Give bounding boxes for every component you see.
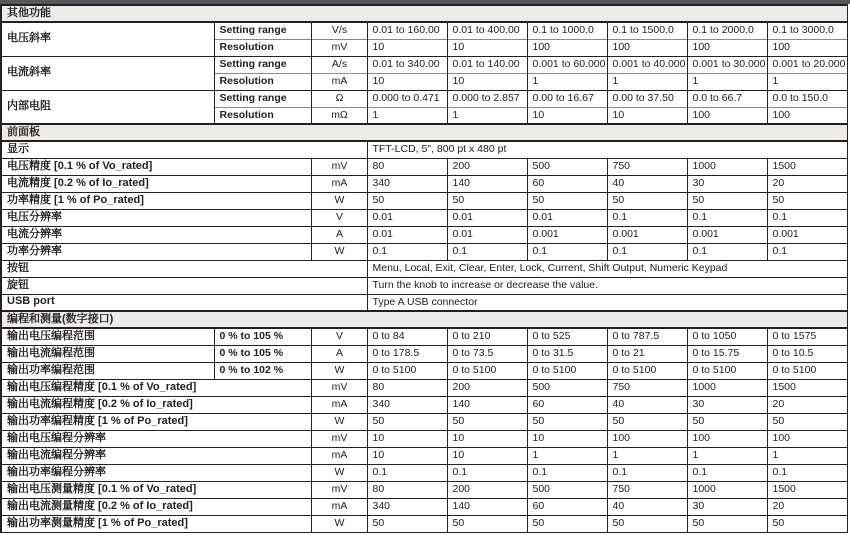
spec-value: 500 bbox=[527, 379, 607, 396]
spec-value: 1 bbox=[367, 107, 447, 124]
spec-value: 0 to 73.5 bbox=[447, 345, 527, 362]
spec-value: 0.1 bbox=[447, 243, 527, 260]
spec-value: 0.01 to 140.00 bbox=[447, 56, 527, 73]
spec-value: 750 bbox=[607, 158, 687, 175]
spec-sublabel: 0 % to 105 % bbox=[214, 328, 311, 345]
spec-value: 0 to 15.75 bbox=[687, 345, 767, 362]
spec-value: 50 bbox=[527, 413, 607, 430]
table-row bbox=[1, 413, 847, 430]
table-row bbox=[1, 328, 847, 345]
spec-value: 100 bbox=[767, 39, 847, 56]
spec-value: 0.001 bbox=[687, 226, 767, 243]
spec-value: 0.00 to 16.67 bbox=[527, 90, 607, 107]
spec-value: 0 to 5100 bbox=[687, 362, 767, 379]
spec-unit: A/s bbox=[311, 56, 367, 73]
spec-value-wide: Turn the knob to increase or decrease the value. bbox=[367, 277, 847, 294]
spec-label-current-slew-rate: 电流斜率 bbox=[1, 56, 214, 90]
section-header-programming-measurement: 编程和测量(数字接口) bbox=[1, 311, 847, 328]
spec-value: 10 bbox=[447, 39, 527, 56]
spec-value: 200 bbox=[447, 379, 527, 396]
spec-label-voltage-accuracy: 电压精度 [0.1 % of Vo_rated] bbox=[1, 158, 311, 175]
spec-value: 0.01 bbox=[527, 209, 607, 226]
table-row bbox=[1, 294, 847, 311]
spec-value: 0.001 bbox=[767, 226, 847, 243]
spec-unit: W bbox=[311, 192, 367, 209]
spec-unit: W bbox=[311, 362, 367, 379]
spec-sublabel: 0 % to 102 % bbox=[214, 362, 311, 379]
table-row bbox=[1, 260, 847, 277]
spec-value: 20 bbox=[767, 498, 847, 515]
spec-value: 0 to 21 bbox=[607, 345, 687, 362]
spec-value: 140 bbox=[447, 175, 527, 192]
spec-value: 100 bbox=[687, 39, 767, 56]
spec-label-output-voltage-measurement-accuracy: 输出电压测量精度 [0.1 % of Vo_rated] bbox=[1, 481, 311, 498]
spec-value: 0 to 525 bbox=[527, 328, 607, 345]
spec-value: 340 bbox=[367, 175, 447, 192]
spec-unit: V/s bbox=[311, 22, 367, 39]
spec-sublabel: 0 % to 105 % bbox=[214, 345, 311, 362]
spec-value: 0 to 5100 bbox=[767, 362, 847, 379]
spec-value: 0.1 to 1000.0 bbox=[527, 22, 607, 39]
spec-unit: mV bbox=[311, 379, 367, 396]
spec-value: 100 bbox=[687, 430, 767, 447]
spec-value: 1 bbox=[527, 73, 607, 90]
spec-value: 0.1 to 3000.0 bbox=[767, 22, 847, 39]
table-row bbox=[1, 481, 847, 498]
spec-label-buttons: 按钮 bbox=[1, 260, 367, 277]
spec-value: 1500 bbox=[767, 379, 847, 396]
spec-value: 10 bbox=[367, 73, 447, 90]
spec-unit: V bbox=[311, 328, 367, 345]
spec-value: 20 bbox=[767, 175, 847, 192]
spec-value: 50 bbox=[607, 413, 687, 430]
spec-value: 0 to 787.5 bbox=[607, 328, 687, 345]
spec-value: 0.01 bbox=[447, 226, 527, 243]
spec-value: 0.1 bbox=[607, 464, 687, 481]
spec-value: 100 bbox=[527, 39, 607, 56]
spec-unit: mA bbox=[311, 396, 367, 413]
spec-value: 30 bbox=[687, 175, 767, 192]
spec-value: 100 bbox=[687, 107, 767, 124]
spec-value: 1 bbox=[607, 73, 687, 90]
spec-value: 0.01 bbox=[367, 209, 447, 226]
table-row bbox=[1, 498, 847, 515]
spec-value: 0 to 5100 bbox=[447, 362, 527, 379]
spec-value: 140 bbox=[447, 396, 527, 413]
spec-value: 1 bbox=[767, 73, 847, 90]
spec-unit: mA bbox=[311, 73, 367, 90]
spec-value: 10 bbox=[367, 39, 447, 56]
table-row bbox=[1, 464, 847, 481]
spec-value: 0.000 to 2.857 bbox=[447, 90, 527, 107]
spec-value: 60 bbox=[527, 498, 607, 515]
spec-unit: mV bbox=[311, 430, 367, 447]
spec-value: 30 bbox=[687, 396, 767, 413]
spec-value: 10 bbox=[527, 430, 607, 447]
spec-value: 100 bbox=[607, 430, 687, 447]
table-row bbox=[1, 430, 847, 447]
spec-value: 100 bbox=[607, 39, 687, 56]
spec-value: 0.00 to 37.50 bbox=[607, 90, 687, 107]
spec-value: 0.01 to 340.00 bbox=[367, 56, 447, 73]
spec-value: 0.001 to 60.000 bbox=[527, 56, 607, 73]
spec-value: 50 bbox=[447, 192, 527, 209]
spec-unit: mA bbox=[311, 175, 367, 192]
spec-value: 200 bbox=[447, 158, 527, 175]
spec-value: 1 bbox=[767, 447, 847, 464]
spec-value: 80 bbox=[367, 481, 447, 498]
spec-sublabel: Resolution bbox=[214, 107, 311, 124]
spec-label-current-resolution: 电流分辨率 bbox=[1, 226, 311, 243]
spec-value: 1500 bbox=[767, 481, 847, 498]
spec-value: 10 bbox=[607, 107, 687, 124]
spec-value: 30 bbox=[687, 498, 767, 515]
spec-unit: W bbox=[311, 464, 367, 481]
spec-value: 500 bbox=[527, 158, 607, 175]
spec-value: 50 bbox=[767, 192, 847, 209]
spec-value: 40 bbox=[607, 498, 687, 515]
spec-value: 0.000 to 0.471 bbox=[367, 90, 447, 107]
spec-table-body bbox=[1, 5, 847, 532]
spec-label-output-voltage-programming-accuracy: 输出电压编程精度 [0.1 % of Vo_rated] bbox=[1, 379, 311, 396]
spec-value: 20 bbox=[767, 396, 847, 413]
spec-unit: mA bbox=[311, 447, 367, 464]
spec-value: 10 bbox=[527, 107, 607, 124]
spec-sublabel: Setting range bbox=[214, 22, 311, 39]
spec-unit: mV bbox=[311, 39, 367, 56]
spec-unit: mV bbox=[311, 481, 367, 498]
spec-value: 0.1 bbox=[527, 464, 607, 481]
spec-label-internal-resistance: 内部电阻 bbox=[1, 90, 214, 124]
table-row bbox=[1, 56, 847, 73]
spec-value: 0.1 to 2000.0 bbox=[687, 22, 767, 39]
spec-unit: A bbox=[311, 226, 367, 243]
spec-value: 0.001 to 20.000 bbox=[767, 56, 847, 73]
spec-value-wide: Type A USB connector bbox=[367, 294, 847, 311]
spec-label-output-voltage-programming-range: 输出电压编程范围 bbox=[1, 328, 214, 345]
spec-value: 40 bbox=[607, 396, 687, 413]
spec-value: 0.1 bbox=[767, 464, 847, 481]
spec-label-output-power-programming-accuracy: 输出功率编程精度 [1 % of Po_rated] bbox=[1, 413, 311, 430]
spec-value: 1000 bbox=[687, 158, 767, 175]
table-row bbox=[1, 362, 847, 379]
spec-value: 0.1 to 1500.0 bbox=[607, 22, 687, 39]
spec-value: 200 bbox=[447, 481, 527, 498]
spec-value: 0 to 10.5 bbox=[767, 345, 847, 362]
spec-label-output-current-programming-range: 输出电流编程范围 bbox=[1, 345, 214, 362]
spec-value: 50 bbox=[687, 192, 767, 209]
spec-unit: Ω bbox=[311, 90, 367, 107]
table-row bbox=[1, 175, 847, 192]
spec-value: 50 bbox=[367, 515, 447, 532]
spec-label-output-current-programming-resolution: 输出电流编程分辨率 bbox=[1, 447, 311, 464]
spec-value: 0 to 210 bbox=[447, 328, 527, 345]
spec-value: 750 bbox=[607, 481, 687, 498]
spec-value: 50 bbox=[367, 413, 447, 430]
table-row bbox=[1, 345, 847, 362]
table-row bbox=[1, 447, 847, 464]
spec-value: 0.01 bbox=[367, 226, 447, 243]
spec-value: 0.01 to 160.00 bbox=[367, 22, 447, 39]
table-row bbox=[1, 141, 847, 158]
spec-value: 140 bbox=[447, 498, 527, 515]
spec-value: 0 to 1575 bbox=[767, 328, 847, 345]
spec-value: 0.1 bbox=[367, 464, 447, 481]
spec-unit: mΩ bbox=[311, 107, 367, 124]
spec-unit: mV bbox=[311, 158, 367, 175]
spec-value: 10 bbox=[367, 430, 447, 447]
spec-unit: mA bbox=[311, 498, 367, 515]
spec-value: 1 bbox=[527, 447, 607, 464]
spec-label-output-current-programming-accuracy: 输出电流编程精度 [0.2 % of Io_rated] bbox=[1, 396, 311, 413]
table-row bbox=[1, 396, 847, 413]
spec-value: 750 bbox=[607, 379, 687, 396]
spec-value: 50 bbox=[687, 515, 767, 532]
spec-value: 50 bbox=[607, 192, 687, 209]
spec-value: 10 bbox=[447, 73, 527, 90]
spec-value: 80 bbox=[367, 379, 447, 396]
spec-value: 1500 bbox=[767, 158, 847, 175]
section-header-other-functions: 其他功能 bbox=[1, 5, 847, 22]
spec-value: 0 to 5100 bbox=[367, 362, 447, 379]
spec-value: 1 bbox=[687, 73, 767, 90]
table-row bbox=[1, 515, 847, 532]
spec-value: 0.0 to 66.7 bbox=[687, 90, 767, 107]
spec-value: 0 to 5100 bbox=[607, 362, 687, 379]
spec-label-output-power-programming-resolution: 输出功率编程分辨率 bbox=[1, 464, 311, 481]
spec-value: 50 bbox=[607, 515, 687, 532]
spec-value: 10 bbox=[367, 447, 447, 464]
section-row bbox=[1, 124, 847, 141]
spec-value: 50 bbox=[527, 192, 607, 209]
table-row bbox=[1, 243, 847, 260]
table-row bbox=[1, 226, 847, 243]
spec-value: 0.001 bbox=[607, 226, 687, 243]
spec-label-output-power-programming-range: 输出功率编程范围 bbox=[1, 362, 214, 379]
table-row bbox=[1, 22, 847, 39]
table-row bbox=[1, 277, 847, 294]
spec-label-output-current-measurement-accuracy: 输出电流测量精度 [0.2 % of Io_rated] bbox=[1, 498, 311, 515]
spec-value: 0.1 bbox=[607, 243, 687, 260]
spec-value: 0.001 bbox=[527, 226, 607, 243]
spec-value: 0.1 bbox=[767, 243, 847, 260]
spec-value: 50 bbox=[447, 413, 527, 430]
spec-value: 50 bbox=[767, 515, 847, 532]
table-row bbox=[1, 158, 847, 175]
spec-value: 0.1 bbox=[687, 243, 767, 260]
spec-table bbox=[0, 4, 848, 533]
spec-label-power-accuracy: 功率精度 [1 % of Po_rated] bbox=[1, 192, 311, 209]
table-row bbox=[1, 209, 847, 226]
spec-label-usb-port: USB port bbox=[1, 294, 367, 311]
spec-value: 60 bbox=[527, 396, 607, 413]
spec-label-current-accuracy: 电流精度 [0.2 % of Io_rated] bbox=[1, 175, 311, 192]
spec-value: 10 bbox=[447, 447, 527, 464]
spec-sublabel: Setting range bbox=[214, 90, 311, 107]
table-row bbox=[1, 192, 847, 209]
spec-value: 0.1 bbox=[367, 243, 447, 260]
spec-label-voltage-slew-rate: 电压斜率 bbox=[1, 22, 214, 56]
spec-unit: W bbox=[311, 243, 367, 260]
spec-value: 1 bbox=[447, 107, 527, 124]
spec-value: 1000 bbox=[687, 379, 767, 396]
section-header-front-panel: 前面板 bbox=[1, 124, 847, 141]
spec-value-wide: TFT-LCD, 5", 800 pt x 480 pt bbox=[367, 141, 847, 158]
spec-value: 0.001 to 40.000 bbox=[607, 56, 687, 73]
spec-value: 100 bbox=[767, 430, 847, 447]
spec-value: 50 bbox=[767, 413, 847, 430]
spec-value: 0.1 bbox=[527, 243, 607, 260]
spec-label-voltage-resolution: 电压分辨率 bbox=[1, 209, 311, 226]
spec-unit: A bbox=[311, 345, 367, 362]
spec-value: 0.1 bbox=[767, 209, 847, 226]
spec-value: 100 bbox=[767, 107, 847, 124]
spec-unit: W bbox=[311, 515, 367, 532]
table-row bbox=[1, 90, 847, 107]
spec-value: 60 bbox=[527, 175, 607, 192]
spec-value: 80 bbox=[367, 158, 447, 175]
spec-unit: V bbox=[311, 209, 367, 226]
spec-value: 50 bbox=[527, 515, 607, 532]
spec-value: 0 to 5100 bbox=[527, 362, 607, 379]
spec-value: 0.1 bbox=[447, 464, 527, 481]
spec-value: 0 to 31.5 bbox=[527, 345, 607, 362]
spec-sublabel: Resolution bbox=[214, 73, 311, 90]
section-row bbox=[1, 5, 847, 22]
spec-value: 340 bbox=[367, 498, 447, 515]
spec-value: 0.0 to 150.0 bbox=[767, 90, 847, 107]
table-row bbox=[1, 379, 847, 396]
spec-value: 500 bbox=[527, 481, 607, 498]
spec-value: 1000 bbox=[687, 481, 767, 498]
spec-value: 10 bbox=[447, 430, 527, 447]
spec-value: 0.001 to 30.000 bbox=[687, 56, 767, 73]
spec-label-output-power-measurement-accuracy: 输出功率测量精度 [1 % of Po_rated] bbox=[1, 515, 311, 532]
spec-value: 50 bbox=[367, 192, 447, 209]
spec-label-power-resolution: 功率分辨率 bbox=[1, 243, 311, 260]
spec-sublabel: Resolution bbox=[214, 39, 311, 56]
spec-value: 0.1 bbox=[607, 209, 687, 226]
spec-sublabel: Setting range bbox=[214, 56, 311, 73]
spec-label-knob: 旋钮 bbox=[1, 277, 367, 294]
spec-value: 0 to 1050 bbox=[687, 328, 767, 345]
spec-value: 0 to 84 bbox=[367, 328, 447, 345]
spec-label-display: 显示 bbox=[1, 141, 367, 158]
spec-value: 0.01 bbox=[447, 209, 527, 226]
spec-value: 40 bbox=[607, 175, 687, 192]
spec-value: 50 bbox=[687, 413, 767, 430]
spec-unit: W bbox=[311, 413, 367, 430]
spec-value-wide: Menu, Local, Exit, Clear, Enter, Lock, Current, Shift Output, Numeric Keypad bbox=[367, 260, 847, 277]
spec-value: 0.01 to 400.00 bbox=[447, 22, 527, 39]
spec-value: 50 bbox=[447, 515, 527, 532]
spec-label-output-voltage-programming-resolution: 输出电压编程分辨率 bbox=[1, 430, 311, 447]
spec-value: 0.1 bbox=[687, 209, 767, 226]
spec-value: 1 bbox=[607, 447, 687, 464]
spec-value: 0.1 bbox=[687, 464, 767, 481]
spec-value: 0 to 178.5 bbox=[367, 345, 447, 362]
spec-value: 340 bbox=[367, 396, 447, 413]
section-row bbox=[1, 311, 847, 328]
spec-value: 1 bbox=[687, 447, 767, 464]
